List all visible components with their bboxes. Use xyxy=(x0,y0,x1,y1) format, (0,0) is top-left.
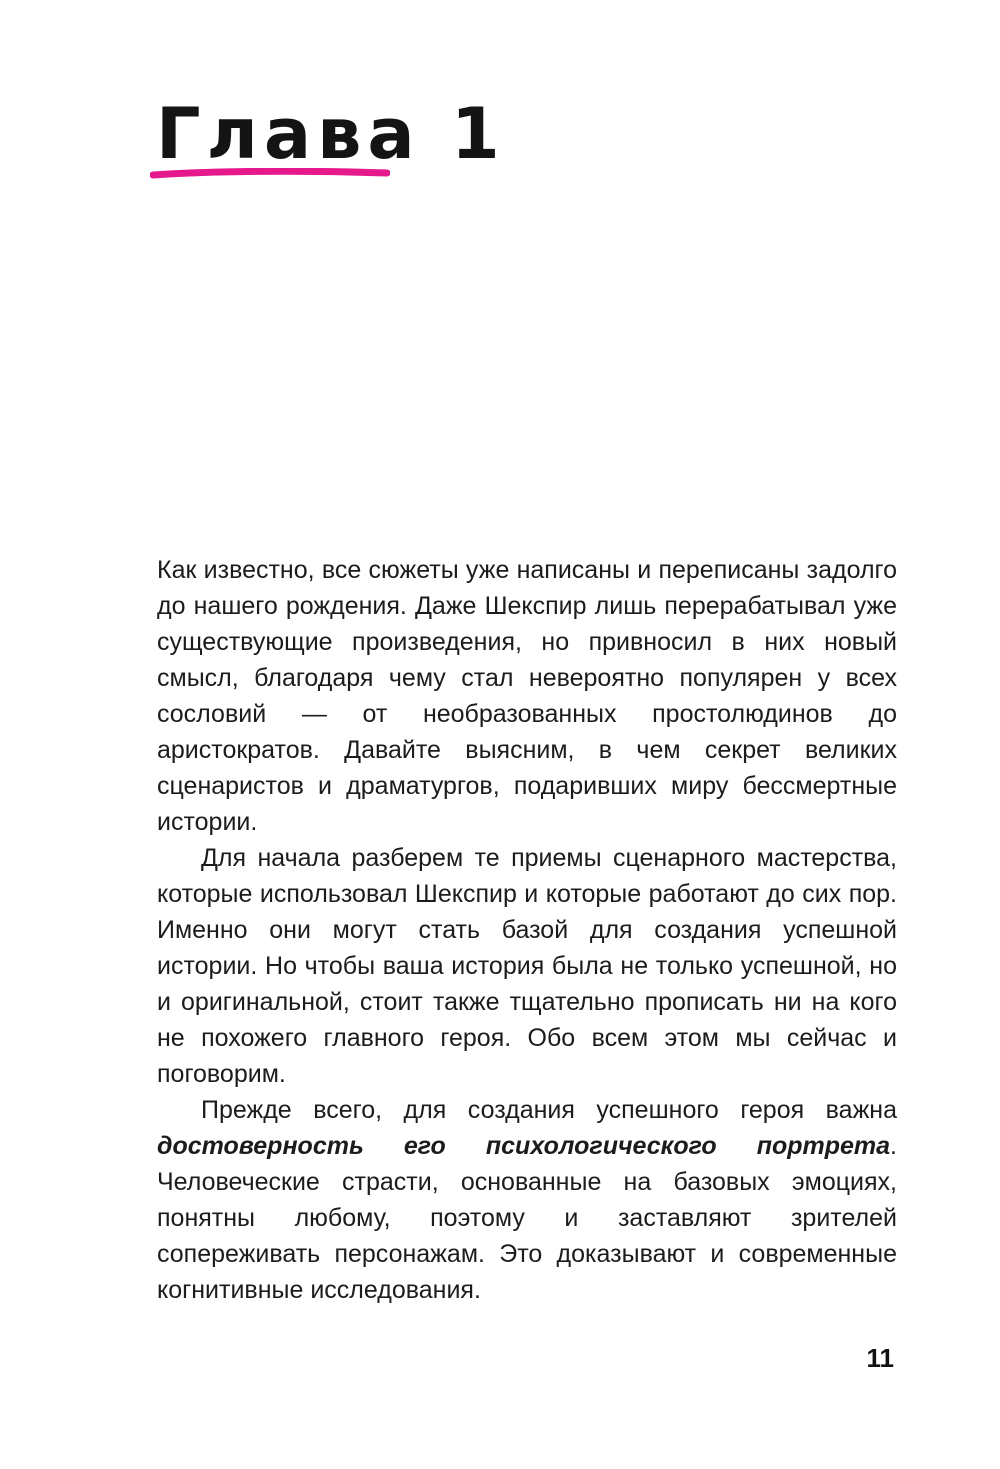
page-number: 11 xyxy=(866,1343,894,1373)
emphasized-phrase: достоверность его психологического портрета xyxy=(157,1132,891,1160)
paragraph-1: Как известно, все сюжеты уже написаны и переписаны задолго до нашего рождения. Даже Шекспир лишь перерабатывал уже существующие произведения, но привносил в них новый смысл, благодаря чему стал невероятно популярен у всех сословий — от необразованных простолюдинов до аристократов. Давайте выясним, в чем секрет великих сценаристов и драматургов, подаривших миру бессмертные истории. xyxy=(157,556,897,836)
chapter-title: Глава 1 xyxy=(156,93,506,175)
paragraph-3 xyxy=(157,1092,897,1308)
chapter-underline xyxy=(150,168,390,180)
paragraph-3-lead: Прежде всего, для создания успешного героя важна xyxy=(201,1096,897,1124)
body-text xyxy=(157,552,897,1308)
paragraph-2: Для начала разберем те приемы сценарного мастерства, которые использовал Шекспир и которые работают до сих пор. Именно они могут стать базой для создания успешной истории. Но чтобы ваша история была не только успешной, но и оригинальной, стоит также тщательно прописать ни на кого не похожего главного героя. Обо всем этом мы сейчас и поговорим. xyxy=(157,844,897,1088)
chapter-heading xyxy=(150,92,506,192)
paragraph-3-rest: . Человеческие страсти, основанные на базовых эмоциях, понятны любому, поэтому и заставляют зрителей сопереживать персонажам. Это доказывают и современные когнитивные исследования. xyxy=(157,1132,897,1304)
